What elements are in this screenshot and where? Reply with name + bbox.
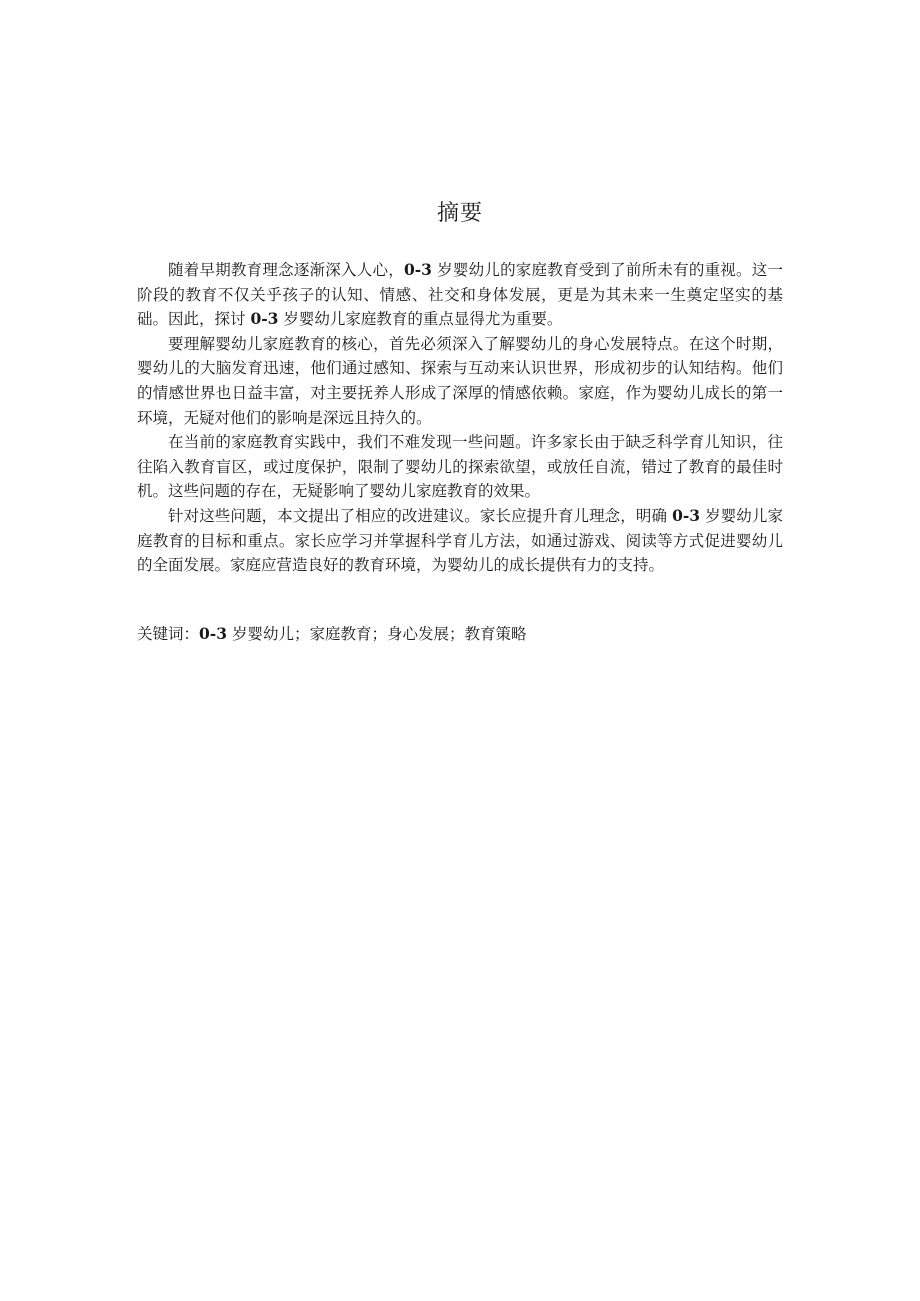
keywords-age-range: 0-3 [199,624,228,643]
abstract-paragraph-1 [137,258,783,332]
paragraph-text: 岁婴幼儿家庭教育的重点显得尤为重要。 [278,310,563,329]
paragraph-text: 随着早期教育理念逐渐深入人心， [168,261,404,279]
keywords-line [137,622,783,646]
paragraph-text: 岁婴幼儿家庭教育的目标和重点。家长应学习并掌握科学育儿方法，如通过游戏、阅读等方式促进婴幼儿的全面发展。家庭应营造良好的教育环境，为婴幼儿的成长提供有力的支持。 [137,506,783,575]
abstract-paragraph-3: 在当前的家庭教育实践中，我们不难发现一些问题。许多家长由于缺乏科学育儿知识，往往陷入教育盲区，或过度保护，限制了婴幼儿的探索欲望，或放任自流，错过了教育的最佳时机。这些问题的存在，无疑影响了婴幼儿家庭教育的效果。 [137,433,783,501]
abstract-body [137,258,783,578]
age-range-text: 0-3 [403,260,432,279]
age-range-text: 0-3 [672,505,701,525]
abstract-paragraph-2: 要理解婴幼儿家庭教育的核心，首先必须深入了解婴幼儿的身心发展特点。在这个时期，婴幼儿的大脑发育迅速，他们通过感知、探索与互动来认识世界，形成初步的认知结构。他们的情感世界也日益丰富，对主要抚养人形成了深厚的情感依赖。家庭，作为婴幼儿成长的第一环境，无疑对他们的影响是深远且持久的。 [137,334,783,427]
keywords-list: 岁婴幼儿；家庭教育；身心发展；教育策略 [227,625,527,643]
abstract-paragraph-4 [137,504,783,578]
paragraph-text: 针对这些问题，本文提出了相应的改进建议。家长应提升育儿理念，明确 [168,506,673,525]
age-range-text: 0-3 [250,309,279,329]
page-title: 摘要 [436,201,483,226]
paragraph-text: 岁婴幼儿的家庭教育受到了前所未有的重视。这一阶段的教育不仅关乎孩子的认知、情感、社交和身体发展，更是为其未来一生奠定坚实的基础。因此，探讨 [137,261,783,329]
keywords-label: 关键词： [137,625,200,643]
